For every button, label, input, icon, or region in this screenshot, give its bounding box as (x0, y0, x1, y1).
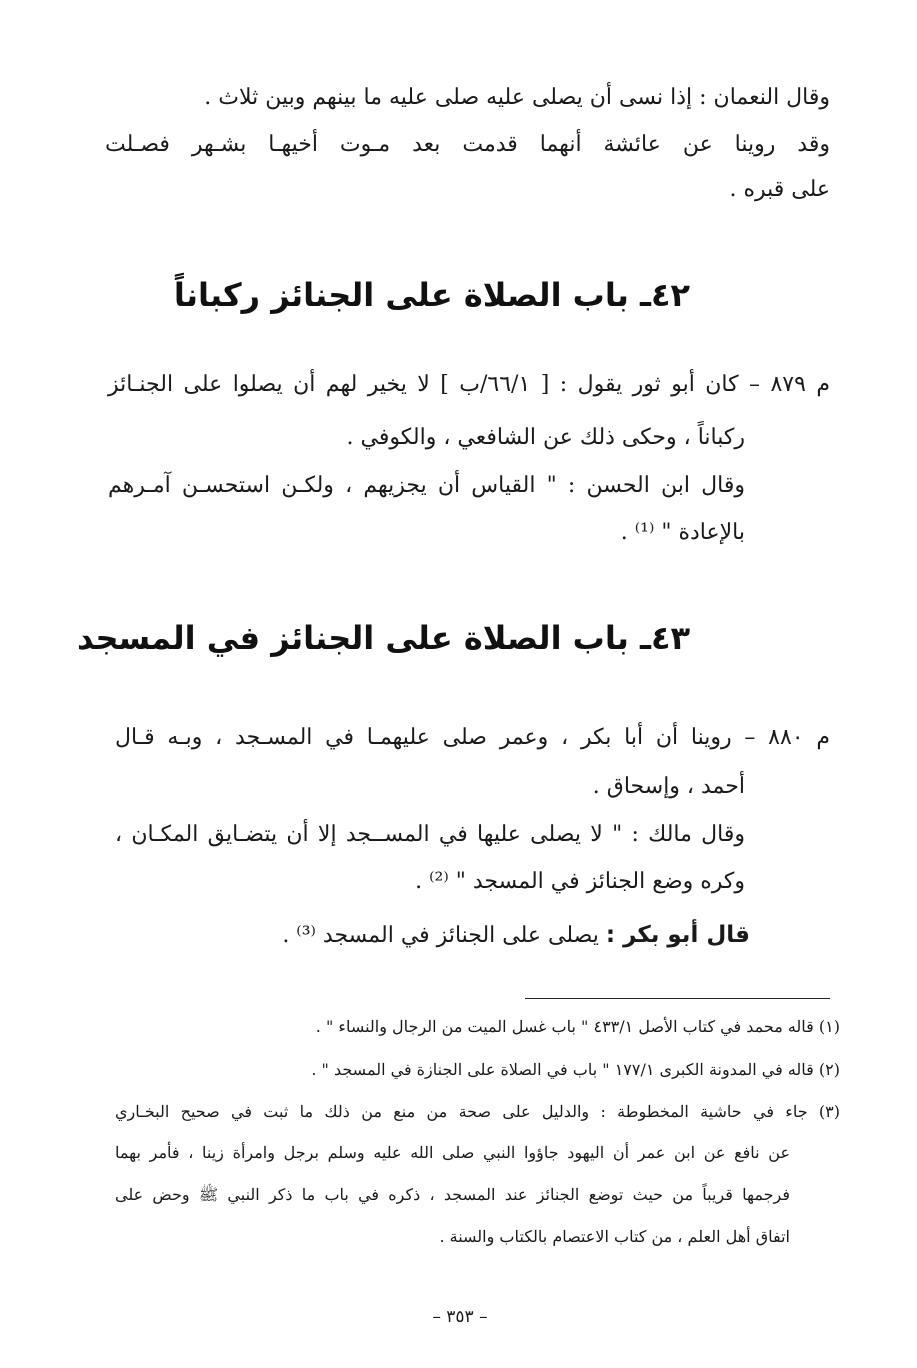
entry-879-line-2: ركباناً ، وحكى ذلك عن الشافعي ، والكوفي . (346, 425, 745, 450)
footnote-3-line-3: فرجمها قريباً من حيث توضع الجنائز عند المسجد ، ذكره في باب ما ذكر النبي ﷺ وحض على (115, 1185, 790, 1204)
footnote-3-line-2: عن نافع عن ابن عمر أن اليهود جاؤوا النبي صلى الله عليه وسلم برجل وامرأة زينا ، فأمر بهما (115, 1143, 790, 1162)
abu-bakr-label: قال أبو بكر : (605, 922, 750, 948)
page-number: – ٣٥٣ – (432, 1307, 488, 1327)
entry-879-line-1: م ٨٧٩ – كان أبو ثور يقول : [ ٦٦/١/ب ] لا يخير لهم أن يصلوا على الجنـائز (108, 372, 831, 397)
abu-bakr-statement (250, 915, 750, 956)
footnote-1: (١) قاله محمد في كتاب الأصل ٤٣٣/١ " باب غسل الميت من الرجال والنساء " . (315, 1017, 840, 1036)
section-42-heading: ٤٢ـ باب الصلاة على الجنائز ركباناً (173, 276, 690, 314)
footnote-separator (525, 998, 830, 999)
intro-line-1: وقال النعمان : إذا نسى أن يصلى عليه صلى عليه ما بينهم وبين ثلاث . (204, 85, 830, 110)
section-43-heading: ٤٣ـ باب الصلاة على الجنائز في المسجد (77, 619, 690, 657)
intro-line-3: على قبره . (729, 177, 830, 202)
entry-879-line-4: بالإعادة " ⁽¹⁾ . (620, 520, 745, 545)
entry-880-line-4: وكره وضع الجنائز في المسجد " ⁽²⁾ . (415, 869, 745, 894)
entry-880-line-3: وقال مالك : " لا يصلى عليها في المســجد إلا أن يتضـايق المكـان ، (115, 822, 745, 847)
entry-879-line-3: وقال ابن الحسن : " القياس أن يجزيهم ، ولكـن استحسـن آمـرهم (108, 473, 745, 498)
footnote-3-line-1: (٣) جاء في حاشية المخطوطة : والدليل على صحة من منع من ذلك ما ثبت في صحيح البخـاري (115, 1102, 840, 1121)
entry-880-line-2: أحمد ، وإسحاق . (592, 774, 745, 799)
footnote-3-line-4: اتفاق أهل العلم ، من كتاب الاعتصام بالكتاب والسنة . (439, 1227, 790, 1246)
intro-line-2: وقد روينا عن عائشة أنهما قدمت بعد مـوت أخيهـا بشـهر فصـلت (105, 132, 830, 157)
abu-bakr-text: يصلى على الجنائز في المسجد ⁽³⁾ . (282, 923, 599, 948)
footnote-2: (٢) قاله في المدونة الكبرى ١٧٧/١ " باب في الصلاة على الجنازة في المسجد " . (311, 1060, 840, 1079)
entry-880-line-1: م ٨٨٠ – روينا أن أبا بكر ، وعمر صلى عليهمـا في المسـجد ، وبـه قـال (115, 725, 831, 750)
